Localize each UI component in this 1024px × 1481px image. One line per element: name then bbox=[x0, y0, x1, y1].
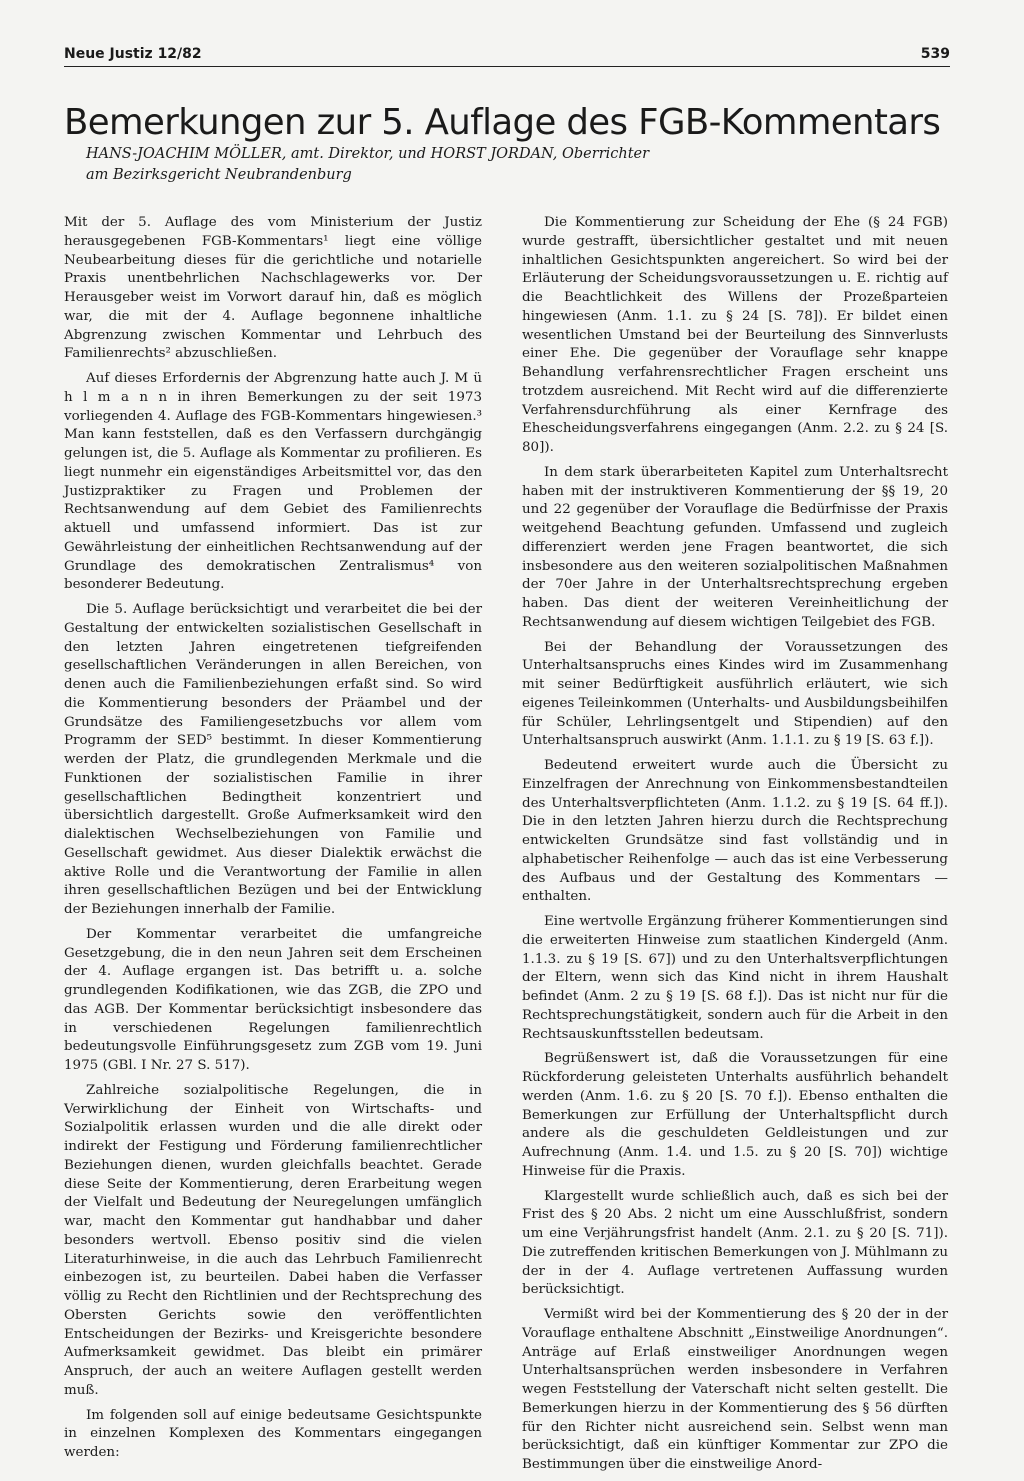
paragraph: In dem stark überarbeiteten Kapitel zum Unterhaltsrecht haben mit der instruktiveren Kommentierung der §§ 19, 20 und 22 gegenüber der Vorauflage die Bedürfnisse der Praxis weitgehend Beachtung gefunden. Umfassend und zugleich differenziert werden jene Fragen beantwortet, die sich insbesondere aus den weiteren sozialpolitischen Maßnahmen der 70er Jahre in der Unterhaltsrechtsprechung ergeben haben. Das dient der weiteren Vereinheitlichung der Rechtsanwendung auf diesem wichtigen Teilgebiet des FGB. bbox=[522, 464, 948, 630]
paragraph: Die 5. Auflage berücksichtigt und verarbeitet die bei der Gestaltung der entwickelten sozialistischen Gesellschaft in den letzten Jahren eingetretenen tiefgreifenden gesellschaftlichen Veränderungen in allen Bereichen, von denen auch die Familienbeziehungen erfaßt sind. So wird die Kommentierung besonders der Präambel und der Grundsätze des Familiengesetzbuchs vor allem vom Programm der SED⁵ bestimmt. In dieser Kommentierung werden der Platz, die grundlegenden Merkmale und die Funktionen der sozialistischen Familie in ihrer gesellschaftlichen Bedingtheit konzentriert und übersichtlich dargestellt. Große Aufmerksamkeit wird den dialektischen Wechselbeziehungen von Familie und Gesellschaft gewidmet. Aus dieser Dialektik erwächst die aktive Rolle und die Verantwortung der Familie in allen ihren gesellschaftlichen Bezügen und bei der Entwicklung der Beziehungen innerhalb der Familie. bbox=[64, 602, 482, 917]
page-number: 539 bbox=[920, 46, 950, 62]
journal-name: Neue Justiz 12/82 bbox=[64, 46, 202, 62]
paragraph: Auf dieses Erfordernis der Abgrenzung hatte auch J. M ü h l m a n n in ihren Bemerkungen zu der seit 1973 vorliegenden 4. Auflage des FGB-Kommentars hingewiesen.³ Man kann feststellen, daß es den Verfassern durchgängig gelungen ist, die 5. Auflage als Kommentar zu profilieren. Es liegt nunmehr ein eigenständiges Arbeitsmittel vor, das den Justizpraktiker zu Fragen und Problemen der Rechtsanwendung auf dem Gebiet des Familienrechts aktuell und umfassend informiert. Das ist zur Gewährleistung der einheitlichen Rechtsanwendung auf der Grundlage des demokratischen Zentralismus⁴ von besonderer Bedeutung. bbox=[64, 371, 482, 593]
paragraph: Der Kommentar verarbeitet die umfangreiche Gesetzgebung, die in den neun Jahren seit dem Erscheinen der 4. Auflage ergangen ist. Das betrifft u. a. solche grundlegenden Kodifikationen, wie das ZGB, die ZPO und das AGB. Der Kommentar berücksichtigt insbesondere das in verschiedenen Regelungen familienrechtlich bedeutungsvolle Einführungsgesetz zum ZGB vom 19. Juni 1975 (GBl. I Nr. 27 S. 517). bbox=[64, 926, 482, 1073]
paragraph: Zahlreiche sozialpolitische Regelungen, die in Verwirklichung der Einheit von Wirtschafts- und Sozialpolitik erlassen wurden und die alle direkt oder indirekt der Festigung und Förderung familienrechtlicher Beziehungen dienen, wurden gleichfalls beachtet. Gerade diese Seite der Kommentierung, deren Erarbeitung wegen der Vielfalt und Bedeutung der Neuregelungen umfänglich war, macht den Kommentar gut handhabbar und daher besonders wertvoll. Ebenso positiv sind die vielen Literaturhinweise, in die auch das Lehrbuch Familienrecht einbezogen ist, zu beurteilen. Dabei haben die Verfasser völlig zu Recht den Richtlinien und der Rechtsprechung des Obersten Gerichts sowie den veröffentlichten Entscheidungen der Bezirks- und Kreisgerichte besondere Aufmerksamkeit gewidmet. Das bleibt ein primärer Anspruch, der auch an weitere Auflagen gestellt werden muß. bbox=[64, 1082, 482, 1398]
author-block bbox=[86, 144, 954, 186]
left-column bbox=[64, 214, 482, 1469]
paragraph: Im folgenden soll auf einige bedeutsame Gesichtspunkte in einzelnen Komplexen des Kommentars eingegangen werden: bbox=[64, 1407, 482, 1460]
paragraph: Klargestellt wurde schließlich auch, daß es sich bei der Frist des § 20 Abs. 2 nicht um eine Ausschlußfrist, sondern um eine Verjährungsfrist handelt (Anm. 2.1. zu § 20 [S. 71]). Die zutreffenden kritischen Bemerkungen von J. Mühlmann zu der in der 4. Auflage vertretenen Auffassung wurden berücksichtigt. bbox=[522, 1188, 948, 1298]
paragraph: Bei der Behandlung der Voraussetzungen des Unterhaltsanspruchs eines Kindes wird im Zusammenhang mit seiner Bedürftigkeit ausführlich erläutert, wie sich eigenes Teileinkommen (Unterhalts- und Ausbildungsbeihilfen für Schüler, Lehrlingsentgelt und Stipendien) auf den Unterhaltsanspruch auswirkt (Anm. 1.1.1. zu § 19 [S. 63 f.]). bbox=[522, 639, 948, 749]
paragraph: Die Kommentierung zur Scheidung der Ehe (§ 24 FGB) wurde gestrafft, übersichtlicher gestaltet und mit neuen inhaltlichen Gesichtspunkten angereichert. So wird bei der Erläuterung der Scheidungsvoraussetzungen u. E. richtig auf die Beachtlichkeit des Willens der Prozeßparteien hingewiesen (Anm. 1.1. zu § 24 [S. 78]). Er bildet einen wesentlichen Umstand bei der Beurteilung des Sinnverlusts einer Ehe. Die gegenüber der Vorauflage sehr knappe Behandlung verfahrensrechtlicher Fragen erscheint uns trotzdem ausreichend. Mit Recht wird auf die differenzierte Verfahrensdurchführung als einer Kernfrage des Ehescheidungsverfahrens eingegangen (Anm. 2.2. zu § 24 [S. 80]). bbox=[522, 215, 948, 455]
author-affiliation: am Bezirksgericht Neubrandenburg bbox=[86, 167, 352, 183]
header-rule bbox=[64, 66, 950, 67]
paragraph: Bedeutend erweitert wurde auch die Übersicht zu Einzelfragen der Anrechnung von Einkommensbestandteilen des Unterhaltsverpflichteten (Anm. 1.1.2. zu § 19 [S. 64 ff.]). Die in den letzten Jahren hierzu durch die Rechtsprechung entwickelten Grundsätze sind fast vollständig und in alphabetischer Reihenfolge — auch das ist eine Verbesserung des Aufbaus und der Gestaltung des Kommentars — enthalten. bbox=[522, 758, 948, 905]
paragraph: Begrüßenswert ist, daß die Voraussetzungen für eine Rückforderung geleisteten Unterhalts ausführlich behandelt werden (Anm. 1.6. zu § 20 [S. 70 f.]). Ebenso enthalten die Bemerkungen zur Erfüllung der Unterhaltspflicht durch andere als die geschuldeten Geldleistungen und zur Aufrechnung (Anm. 1.4. und 1.5. zu § 20 [S. 70]) wichtige Hinweise für die Praxis. bbox=[522, 1051, 948, 1179]
right-column bbox=[522, 214, 948, 1481]
paragraph: Vermißt wird bei der Kommentierung des § 20 der in der Vorauflage enthaltene Abschnitt „Einstweilige Anordnungen“. Anträge auf Erlaß einstweiliger Anordnungen wegen Unterhaltsansprüchen werden insbesondere in Verfahren wegen Feststellung der Vaterschaft nicht selten gestellt. Die Bemerkungen hierzu in der Kommentierung des § 56 dürften für den Richter nicht ausreichend sein. Selbst wenn man berücksichtigt, daß ein künftiger Kommentar zur ZPO die Bestimmungen über die einstweilige Anord- bbox=[522, 1307, 948, 1472]
article-title: Bemerkungen zur 5. Auflage des FGB-Kommentars bbox=[64, 101, 941, 143]
running-header bbox=[64, 46, 950, 72]
paragraph: Mit der 5. Auflage des vom Ministerium der Justiz herausgegebenen FGB-Kommentars¹ liegt eine völlige Neubearbeitung dieses für die gerichtliche und notarielle Praxis unentbehrlichen Nachschlagewerks vor. Der Herausgeber weist im Vorwort darauf hin, daß es möglich war, die mit der 4. Auflage begonnene inhaltliche Abgrenzung zwischen Kommentar und Lehrbuch des Familienrechts² abzuschließen. bbox=[64, 215, 482, 362]
paragraph: Eine wertvolle Ergänzung früherer Kommentierungen sind die erweiterten Hinweise zum staatlichen Kindergeld (Anm. 1.1.3. zu § 19 [S. 67]) und zu den Unterhaltsverpflichtungen der Eltern, wenn sich das Kind nicht in ihrem Haushalt befindet (Anm. 2 zu § 19 [S. 68 f.]). Das ist nicht nur für die Rechtsprechungstätigkeit, sondern auch für die Arbeit in den Rechtsauskunftsstellen bedeutsam. bbox=[522, 914, 948, 1042]
author-names: HANS-JOACHIM MÖLLER, amt. Direktor, und HORST JORDAN, Oberrichter bbox=[86, 146, 650, 162]
